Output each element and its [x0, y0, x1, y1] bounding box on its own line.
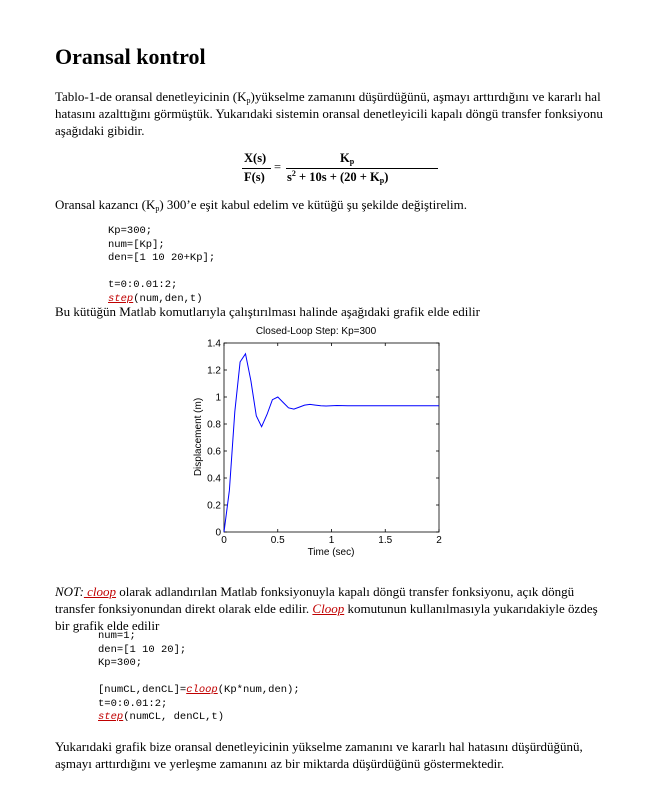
code-line: num=1;: [98, 630, 136, 642]
formula-den-sub: p: [379, 176, 385, 185]
y-tick-label: 0.4: [207, 473, 221, 485]
code-line-step: [98, 711, 300, 725]
x-tick-label: 0: [221, 535, 227, 546]
x-tick-label: 1.5: [378, 535, 393, 546]
formula-rhs-numerator: [340, 151, 354, 166]
step-function-link[interactable]: step: [108, 292, 134, 305]
step-response-chart: [188, 323, 448, 563]
y-tick-label: 1: [215, 392, 221, 404]
code-line: den=[1 10 20];: [98, 643, 187, 656]
formula-kp-sub: p: [349, 157, 355, 166]
x-tick-label: 2: [436, 535, 442, 546]
formula-den-close: ): [384, 170, 389, 184]
y-tick-label: 0.2: [207, 500, 221, 512]
code-block-2: [98, 630, 300, 725]
code-line: Kp=300;: [98, 657, 143, 669]
y-axis-label: Displacement (m): [193, 397, 204, 477]
conclusion-paragraph: Yukarıdaki grafik bize oransal denetleyicinin yükselme zamanını ve kararlı hal hatasını düşürdüğünü, aşmayı arttırdığını ve yerleşme zamanını az bir miktarda düşürdüğünü göstermektedir.: [55, 739, 583, 771]
code-line: num=[Kp];: [108, 238, 165, 251]
transfer-function-formula: [242, 149, 402, 189]
step-args: (num,den,t): [133, 292, 203, 305]
chart-plot-area: [224, 343, 439, 532]
gain-subscript: p: [155, 204, 160, 213]
formula-lhs-fraction-bar: [242, 168, 271, 169]
formula-rhs-fraction-bar: [286, 168, 438, 169]
note-text-2: komutunun kullanılmasıyla yukarıdakiyle özdeş bir grafik elde edilir: [55, 601, 598, 633]
intro-text-2: )yükselme zamanını düşürdüğünü, aşmayı arttırdığını ve kararlı hal hatasını azalttığını görmüştük. Yukarıdaki sistemin oransal denetleyicili kapalı döngü transfer fonksiyonu aşağıdaki gibidir.: [55, 89, 603, 138]
x-tick-label: 1: [328, 535, 335, 546]
intro-subscript: p: [246, 96, 251, 105]
formula-den-s: s: [287, 170, 292, 184]
formula-equals: =: [274, 160, 282, 174]
y-tick-label: 0: [215, 527, 221, 539]
code-line: [98, 671, 300, 685]
code-line: [108, 266, 215, 280]
chart-title: Closed-Loop Step: Kp=300: [255, 326, 377, 337]
gain-text-1: Oransal kazancı (K: [55, 197, 156, 212]
note-paragraph: [55, 583, 610, 634]
cloop-function-link[interactable]: cloop: [186, 684, 218, 696]
code-line-cloop: [98, 684, 300, 698]
page-title: Oransal kontrol: [55, 44, 206, 69]
formula-den-middle: + 10s + (20 + K: [295, 170, 380, 184]
cloop-assign: [numCL,denCL]=: [98, 684, 187, 696]
intro-text-1: Tablo-1-de oransal denetleyicinin (K: [55, 89, 247, 104]
y-tick-label: 0.6: [207, 446, 221, 458]
note-text-1: olarak adlandırılan Matlab fonksiyonuyla kapalı döngü transfer fonksiyonu, açık döngü transfer fonksiyonundan direkt olarak elde edilir.: [55, 584, 575, 616]
step-args-2: (numCL, denCL,t): [123, 711, 225, 723]
formula-kp: K: [340, 151, 350, 165]
x-axis-label: Time (sec): [307, 547, 355, 558]
gain-text-2: ) 300’e eşit kabul edelim ve kütüğü şu şekilde değiştirelim.: [159, 197, 467, 212]
formula-rhs-denominator: [287, 170, 388, 185]
step-function-link-2[interactable]: step: [98, 711, 124, 723]
cloop-link[interactable]: cloop: [83, 584, 117, 599]
y-tick-label: 1.4: [207, 338, 221, 350]
y-tick-label: 1.2: [207, 365, 221, 377]
gain-paragraph: [55, 196, 610, 213]
formula-lhs-numerator: X(s): [244, 151, 267, 165]
code-block-1: [108, 225, 215, 306]
y-tick-label: 0.8: [207, 419, 221, 431]
note-label: NOT:: [55, 584, 84, 599]
x-tick-label: 0.5: [270, 535, 285, 546]
intro-paragraph: [55, 88, 610, 139]
code-line: t=0:0.01:2;: [98, 697, 168, 710]
cloop-args: (Kp*num,den);: [217, 684, 300, 696]
formula-lhs-denominator: F(s): [244, 170, 265, 184]
run-paragraph: Bu kütüğün Matlab komutlarıyla çalıştırılması halinde aşağıdaki grafik elde edilir: [55, 304, 480, 319]
cloop-link-2[interactable]: Cloop: [312, 601, 345, 616]
code-line: Kp=300;: [108, 225, 153, 237]
formula-den-power: 2: [291, 169, 296, 178]
code-line: den=[1 10 20+Kp];: [108, 252, 216, 264]
code-line: t=0:0.01:2;: [108, 279, 178, 291]
